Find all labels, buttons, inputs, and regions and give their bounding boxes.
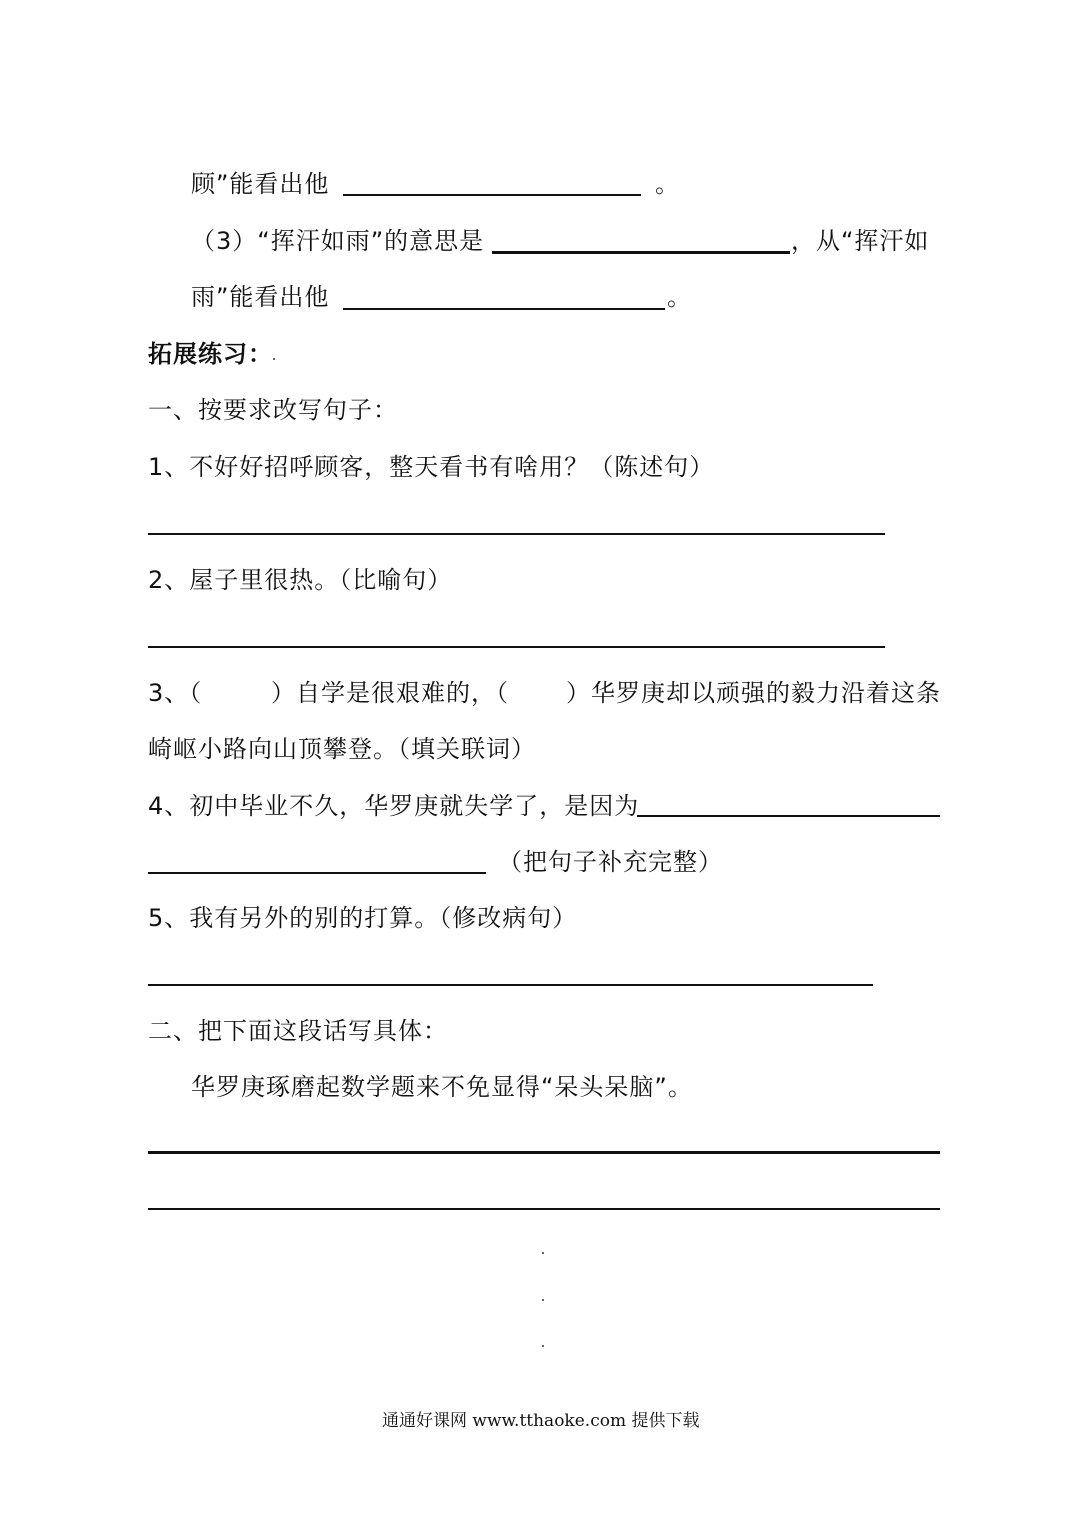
writing-line-2[interactable]	[148, 1208, 940, 1210]
q2-prefix: 顾”能看出他	[191, 170, 330, 198]
q3-line2-prefix: 雨”能看出他	[191, 283, 330, 311]
answer-blank-q2[interactable]	[343, 194, 641, 196]
item3-part-b: ）自学是很艰难的，（	[271, 679, 509, 707]
answer-line-item1[interactable]	[148, 533, 885, 535]
item2-text: 2、屋子里很热。（比喻句）	[148, 566, 453, 594]
scan-speck	[542, 1252, 544, 1254]
item4-suffix: （把句子补充完整）	[498, 848, 723, 876]
item3-part-a: 3、（	[148, 679, 203, 707]
q3-middle: ，从“挥汗如	[791, 227, 930, 255]
blank-conjunction-1[interactable]	[205, 677, 269, 709]
item3-line2: 崎岖小路向山顶攀登。（填关联词）	[148, 735, 536, 763]
answer-line-item5[interactable]	[148, 984, 873, 986]
item4-text: 4、初中毕业不久，华罗庚就失学了，是因为	[148, 792, 640, 820]
q3-prefix: （3）“挥汗如雨”的意思是	[191, 227, 485, 255]
section1-title: 一、按要求改写句子：	[148, 396, 398, 424]
item3-part-c: ）华罗庚却以顽强的毅力沿着这条	[566, 679, 941, 707]
extension-heading: 拓展练习：	[148, 340, 273, 368]
answer-blank-q3-meaning[interactable]	[492, 251, 790, 254]
answer-blank-q3-character[interactable]	[343, 308, 665, 310]
answer-line-item2[interactable]	[148, 646, 885, 648]
scan-speck	[542, 1345, 544, 1347]
blank-conjunction-2[interactable]	[512, 677, 562, 709]
q2-suffix: 。	[655, 170, 680, 198]
scan-speck	[542, 1299, 544, 1301]
writing-line-1[interactable]	[148, 1151, 940, 1154]
scan-speck	[273, 358, 275, 360]
item5-text: 5、我有另外的别的打算。（修改病句）	[148, 904, 578, 932]
item1-text: 1、不好好招呼顾客，整天看书有啥用？（陈述句）	[148, 453, 715, 481]
section2-title: 二、把下面这段话写具体：	[148, 1017, 448, 1045]
section2-sentence: 华罗庚琢磨起数学题来不免显得“呆头呆脑”。	[191, 1073, 693, 1101]
footer-text: 通通好课网 www.tthaoke.com 提供下载	[382, 1411, 700, 1431]
answer-blank-item4-b[interactable]	[148, 872, 486, 874]
answer-blank-item4-a[interactable]	[637, 815, 940, 817]
q3-line2-suffix: 。	[667, 283, 692, 311]
